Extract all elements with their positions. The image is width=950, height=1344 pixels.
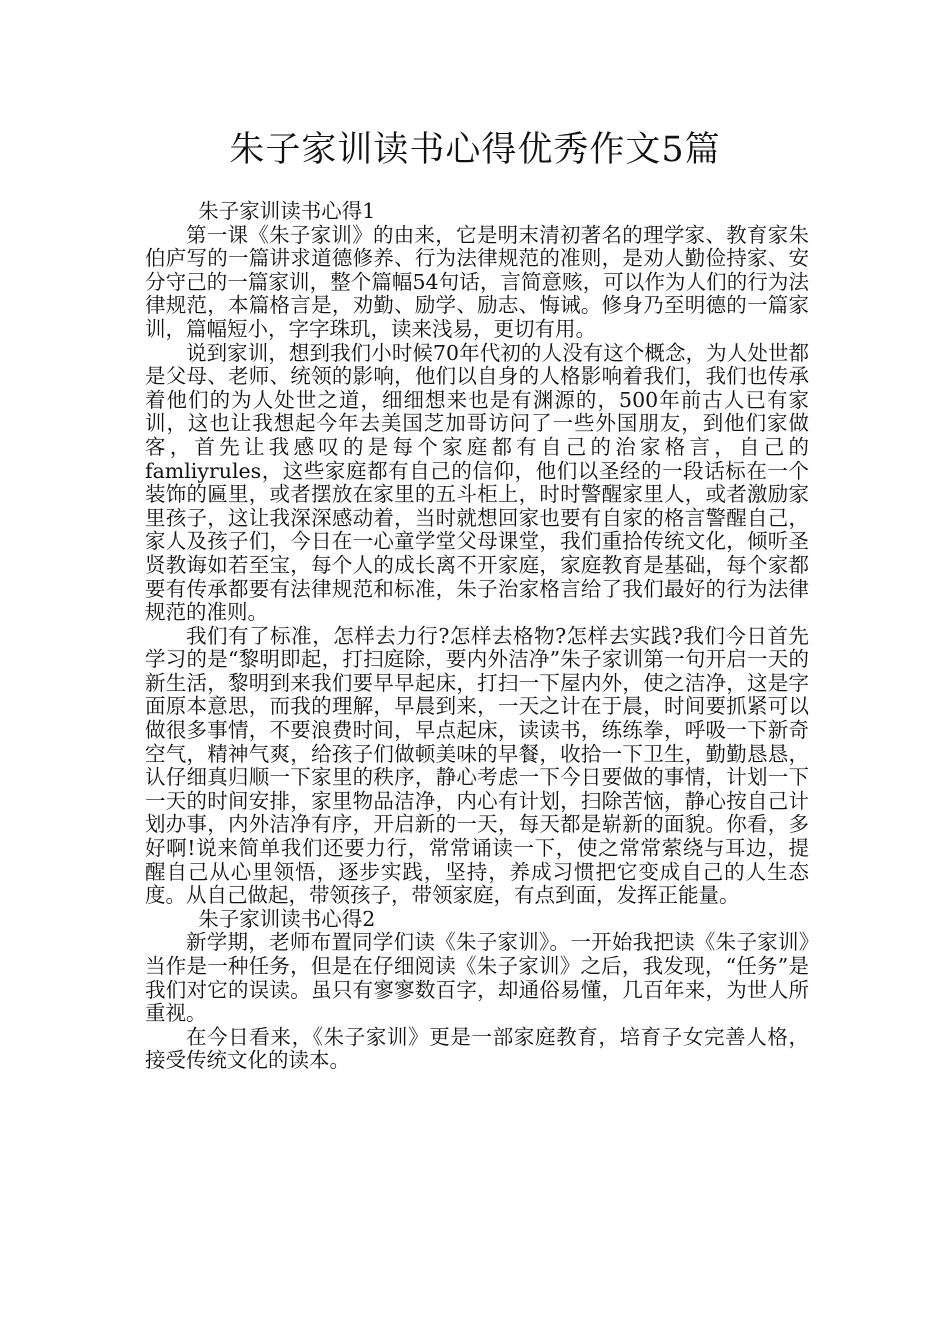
document-title: 朱子家训读书心得优秀作文5篇 <box>229 130 721 170</box>
body-paragraph: 在今日看来，《朱子家训》更是一部家庭教育，培育子女完善人格，接受传统文化的读本。 <box>145 1024 809 1073</box>
body-paragraph: 新学期，老师布置同学们读《朱子家训》。一开始我把读《朱子家训》当作是一种任务，但是在仔细阅读《朱子家训》之后，我发现，“任务”是我们对它的误读。虽只有寥寥数百字，却通俗易懂，几百年来，为世人所重视。 <box>145 930 809 1026</box>
section-heading: 朱子家训读书心得2 <box>198 906 376 931</box>
body-paragraph: 说到家训，想到我们小时候70年代初的人没有这个概念，为人处世都是父母、老师、统领的影响，他们以自身的人格影响着我们，我们也传承着他们的为人处世之道，细细想来也是有渊源的，500年前古人已有家训，这也让我想起今年去美国芝加哥访问了一些外国朋友，到他们家做客，首先让我感叹的是每个家庭都有自己的治家格言，自己的famliyrules，这些家庭都有自己的信仰，他们以圣经的一段话标在一个装饰的匾里，或者摆放在家里的五斗柜上，时时警醒家里人，或者激励家里孩子，这让我深深感动着，当时就想回家也要有自家的格言警醒自己，家人及孩子们，今日在一心童学堂父母课堂，我们重拾传统文化，倾听圣贤教诲如若至宝，每个人的成长离不开家庭，家庭教育是基础，每个家都要有传承都要有法律规范和标准，朱子治家格言给了我们最好的行为法律规范的准则。 <box>145 340 809 625</box>
section-heading: 朱子家训读书心得1 <box>198 199 376 223</box>
body-paragraph: 我们有了标准，怎样去力行?怎样去格物?怎样去实践?我们今日首先学习的是“黎明即起，打扫庭除，要内外洁净”朱子家训第一句开启一天的新生活，黎明到来我们要早早起床，打扫一下屋内外，使之洁净，这是字面原本意思，而我的理解，早晨到来，一天之计在于晨，时间要抓紧可以做很多事情，不要浪费时间，早点起床，读读书，练练拳，呼吸一下新奇空气，精神气爽，给孩子们做顿美味的早餐，收拾一下卫生，勤勤恳恳，认仔细真归顺一下家里的秩序，静心考虑一下今日要做的事情，计划一下一天的时间安排，家里物品洁净，内心有计划，扫除苦恼，静心按自己计划办事，内外洁净有序，开启新的一天，每天都是崭新的面貌。你看，多好啊!说来简单我们还要力行，常常诵读一下，使之常常萦绕与耳边，提醒自己从心里领悟，逐步实践，坚持，养成习惯把它变成自己的人生态度。从自己做起，带领孩子，带领家庭，有点到面，发挥正能量。 <box>145 623 809 908</box>
body-paragraph: 第一课《朱子家训》的由来，它是明末清初著名的理学家、教育家朱伯庐写的一篇讲求道德修养、行为法律规范的准则，是劝人勤俭持家、安分守己的一篇家训，整个篇幅54句话，言简意赅，可以作为人们的行为法律规范，本篇格言是，劝勤、励学、励志、悔诫。修身乃至明德的一篇家训，篇幅短小，字字珠玑，读来浅易，更切有用。 <box>145 222 809 341</box>
document-body <box>145 200 809 1073</box>
